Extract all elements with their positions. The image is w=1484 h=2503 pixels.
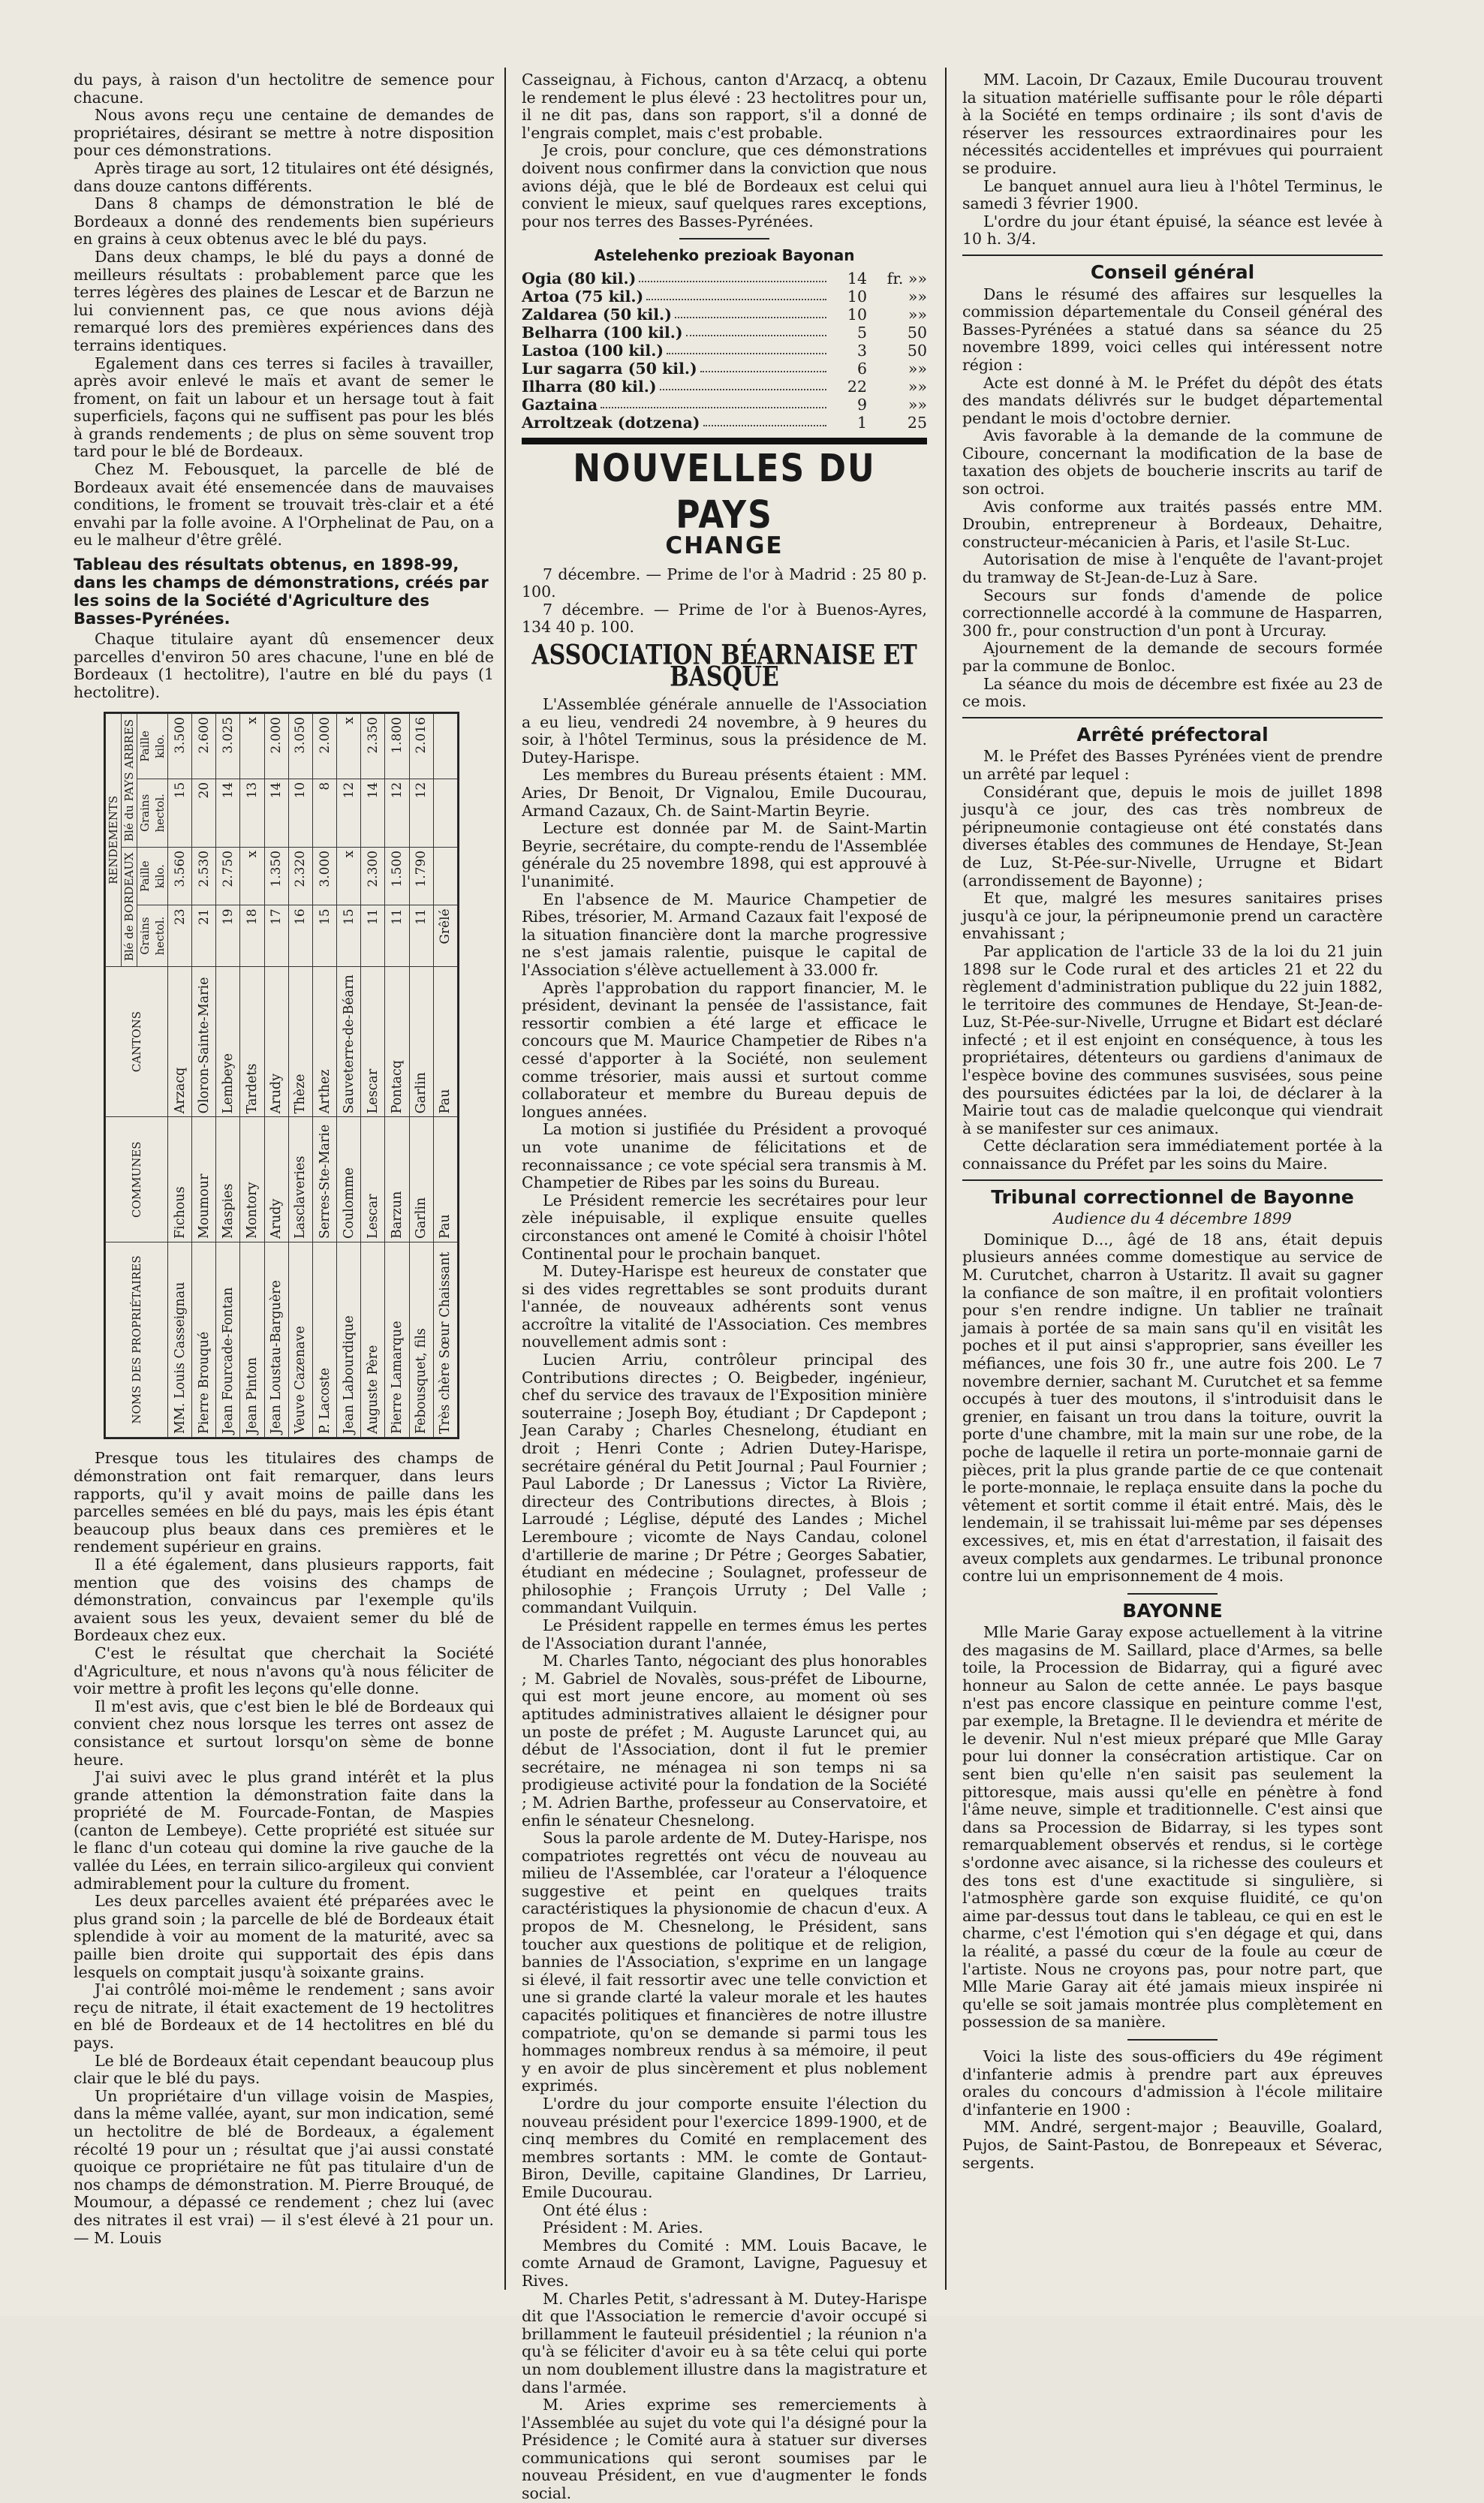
paragraph: M. Charles Petit, s'adressant à M. Dutey-Harispe dit que l'Association le remercie d'avoir occupé si brillamment le fauteuil présidentiel ; la réunion n'a qu'à se féliciter d'avoir eu à sa tête celui qui porte un nom doublement illustre dans la magistrature et dans l'armée. <box>522 2289 927 2396</box>
header-pays: Blé du PAYS ARBRES <box>122 714 137 848</box>
section-heading-nouvelles: NOUVELLES DU PAYS <box>573 446 876 538</box>
leader-dots <box>601 396 826 408</box>
paragraph: L'Assemblée générale annuelle de l'Association a eu lieu, vendredi 24 novembre, à 9 heures du soir, à l'hôtel Terminus, sous la présidence de M. Dutey-Harispe. <box>522 695 927 767</box>
bordeaux-paille: 1.350 <box>264 848 288 906</box>
pays-paille <box>433 714 457 779</box>
paragraph: Après tirage au sort, 12 titulaires ont été désignés, dans douze cantons différents. <box>74 158 494 195</box>
paragraph: En l'absence de M. Maurice Champetier de Ribes, trésorier, M. Armand Cazaux fait l'exposé de la situation financière dont la marche progressive ne s'est jamais ralentie, puisque le capital de l'Association s'élève actuellement à 33.000 fr. <box>522 890 927 979</box>
bordeaux-grains: 17 <box>264 905 288 966</box>
pays-paille: 3.025 <box>216 714 240 779</box>
paragraph: MM. André, sergent-major ; Beauville, Goalard, Pujos, de Saint-Pastou, de Bonrepeaux et Séverac, sergents. <box>962 2118 1383 2172</box>
section-heading-association: ASSOCIATION BÉARNAISE ET BASQUE <box>531 639 917 693</box>
column-rule-right <box>945 68 947 2290</box>
leader-dots <box>667 342 826 354</box>
paragraph: L'ordre du jour étant épuisé, la séance est levée à 10 h. 3/4. <box>962 212 1383 248</box>
paragraph: M. Aries exprime ses remerciements à l'Assemblée au sujet du vote qui l'a désigné pour la Présidence ; le Comité aura à statuer sur diverses communications qui seront soumises par le nouveau Président, en vue d'augmenter le fonds social. <box>522 2396 927 2503</box>
price-cents: »» <box>908 287 927 306</box>
table-title: Tableau des résultats obtenus, en 1898-99, dans les champs de démonstrations, créés par les soins de la Société d'Agriculture des Basses-Pyrénées. <box>74 556 489 628</box>
commune-name: Coulomme <box>337 1117 361 1242</box>
paragraph: Secours sur fonds d'amende de police correctionnelle accordé à la commune de Hasparren, 300 fr., pour construction d'un pont à Urcuray. <box>962 586 1383 640</box>
paragraph: Avis favorable à la demande de la commune de Ciboure, concernant la modification de la base de taxation des objets de boucherie inscrits au tarif de son octroi. <box>962 426 1383 498</box>
canton-name: Garlin <box>409 967 433 1118</box>
paragraph: Sous la parole ardente de M. Dutey-Harispe, nos compatriotes regrettés ont vécu de nouveau au milieu de l'Assemblée, car l'orateur a l'éloquence suggestive et peint en quelques traits caractéristiques la physionomie de chacun d'eux. A propos de M. Chesnelong, le Président, sans toucher aux questions de politique et de religion, bannies de l'Association, s'exprime en un langage si élevé, il fait ressortir avec une telle conviction et une si grande clarté la valeur morale et les hautes capacités politiques et financières de notre illustre compatriote, qu'on se demande si parmi tous les hommages nombreux rendus à sa mémoire, il peut y en avoir de plus sincèrement et plus noblement exprimés. <box>522 1829 927 2095</box>
pays-grains <box>433 779 457 848</box>
price-value: 22 <box>847 377 867 396</box>
commune-name: Serres-Ste-Marie <box>312 1117 336 1242</box>
commune-name: Arudy <box>264 1117 288 1242</box>
price-value: 3 <box>856 341 867 360</box>
column-3 <box>962 71 1383 2172</box>
price-row <box>522 360 927 378</box>
bordeaux-grains: 19 <box>216 905 240 966</box>
table-row <box>168 714 192 1438</box>
paragraph: Après l'approbation du rapport financier, M. le président, devinant la pensée de l'assistance, fait ressortir combien a été large et efficace le concours que M. Maurice Champetier de Ribes n'a cessé d'apporter à la Société, non seulement comme trésorier, mais aussi et surtout comme collaborateur et membre du Bureau depuis de longues années. <box>522 978 927 1121</box>
canton-name: Thèze <box>288 967 312 1118</box>
canton-name: Pau <box>433 967 457 1118</box>
price-row <box>522 396 927 414</box>
divider <box>962 1179 1383 1181</box>
bordeaux-grains: 18 <box>240 905 264 966</box>
table-row <box>264 714 288 1438</box>
owner-name: Veuve Cazenave <box>288 1242 312 1438</box>
table-row <box>361 714 385 1438</box>
paragraph: Considérant que, depuis le mois de juillet 1898 jusqu'à ce jour, des cas très nombreux de péripneumonie contagieuse ont été constatés dans diverses étables des communes de Hendaye, St-Jean de Luz, St-Pée-sur-Nivelle, Urrugne et Bidart (arrondissement de Bayonne) ; <box>962 782 1383 890</box>
bordeaux-paille: 2.530 <box>192 848 216 906</box>
bordeaux-paille: 3.000 <box>312 848 336 906</box>
leader-dots <box>703 414 827 426</box>
pays-grains: 14 <box>361 779 385 848</box>
commune-name: Fichous <box>168 1117 192 1242</box>
header-grains: Grains hectol. <box>137 905 168 966</box>
price-item-name: Artoa (75 kil.) <box>522 287 644 306</box>
owner-name: Pierre Lamarque <box>385 1242 409 1438</box>
section-heading-tribunal: Tribunal correctionnel de Bayonne <box>991 1185 1354 1208</box>
price-list-title: Astelehenko prezioak Bayonan <box>594 246 855 265</box>
price-item-name: Lastoa (100 kil.) <box>522 341 664 360</box>
price-value: 14 <box>847 269 867 288</box>
owner-name: Jean Pinton <box>240 1242 264 1438</box>
paragraph: M. Charles Tanto, négociant des plus honorables ; M. Gabriel de Novalès, sous-préfet de Libourne, qui est mort jeune encore, au moment où ses aptitudes administratives allaient le désigner pour un poste de préfet ; M. Auguste Laruncet qui, au début de l'Association, dont il fut le premier secrétaire, ne ménagea ni son temps ni sa prodigieuse activité pour la fondation de la Société ; M. Adrien Barthe, professeur au Conservatoire, et enfin le sénateur Chesnelong. <box>522 1652 927 1830</box>
divider <box>962 717 1383 718</box>
table-row <box>216 714 240 1438</box>
price-item-name: Gaztaina <box>522 395 598 414</box>
price-item-name: Lur sagarra (50 kil.) <box>522 359 697 378</box>
pays-paille: 2.000 <box>264 714 288 779</box>
price-value: 9 <box>856 395 867 414</box>
pays-grains: 14 <box>216 779 240 848</box>
owner-name: Jean Labourdique <box>337 1242 361 1438</box>
price-item-name: Ogia (80 kil.) <box>522 269 637 288</box>
divider <box>962 255 1383 256</box>
paragraph: Autorisation de mise à l'enquête de l'avant-projet du tramway de St-Jean-de-Luz à Sare. <box>962 550 1383 587</box>
canton-name: Sauveterre-de-Béarn <box>337 967 361 1118</box>
paragraph: J'ai suivi avec le plus grand intérêt et la plus grande attention la démonstration faite dans la propriété de M. Fourcade-Fontan, de Maspies (canton de Lembeye). Cette propriété est située sur le flanc d'un coteau qui domine la rive gauche de la vallée du Lées, en terrain silico-argileux qui convient admirablement pour la culture du froment. <box>74 1768 494 1893</box>
table-row <box>240 714 264 1438</box>
section-heading-change: CHANGE <box>665 532 784 559</box>
paragraph: La motion si justifiée du Président a provoqué un vote unanime de félicitations et de reconnaissance ; ce vote spécial sera transmis à M. Champetier de Ribes par les soins du Bureau. <box>522 1120 927 1192</box>
paragraph: Ajournement de la demande de secours formée par la commune de Bonloc. <box>962 639 1383 675</box>
paragraph: Voici la liste des sous-officiers du 49e régiment d'infanterie admis à prendre part aux épreuves orales du concours d'admission à l'école militaire d'infanterie en 1900 : <box>962 2047 1383 2119</box>
pays-grains: 20 <box>192 779 216 848</box>
price-cents: fr. »» <box>886 269 927 288</box>
owner-name: Très chère Sœur Chaissant <box>433 1242 457 1438</box>
section-heading-conseil: Conseil général <box>1090 261 1255 283</box>
paragraph: M. Dutey-Harispe est heureux de constater que si des vides regrettables se sont produits durant l'année, de nouveaux adhérents sont venus accroître la vitalité de l'Association. Ces membres nouvellement admis sont : <box>522 1262 927 1351</box>
paragraph: Lucien Arriu, contrôleur principal des Contributions directes ; O. Beigbeder, ingénieur, chef du service des travaux de l'Exposition minière souterraine ; Joseph Boy, étudiant ; Dr Capdepont ; Jean Caraby ; Charles Chesnelong, étudiant en droit ; Henri Conte ; Adrien Dutey-Harispe, secrétaire général du Petit Journal ; Paul Fournier ; Paul Laborde ; Dr Lanessus ; Victor La Rivière, directeur des Contributions directes, à Blois ; Larroudé ; Léglise, député des Landes ; Michel Leremboure ; vicomte de Nays Candau, colonel d'artillerie de marine ; Dr Pétre ; Georges Sabatier, étudiant en médecine ; Soulagnet, professeur de philosophie ; François Urruty ; Del Valle ; commandant Vuilquin. <box>522 1351 927 1617</box>
paragraph: Nous avons reçu une centaine de demandes de propriétaires, désirant se mettre à notre disposition pour ces démonstrations. <box>74 106 494 160</box>
column-2 <box>522 71 927 2503</box>
price-item-name: Zaldarea (50 kil.) <box>522 305 672 324</box>
paragraph: Acte est donné à M. le Préfet du dépôt des états des mandats délivrés sur le budget départemental pendant le mois d'octobre dernier. <box>962 373 1383 427</box>
price-cents: »» <box>908 359 927 378</box>
pays-paille: 1.800 <box>385 714 409 779</box>
leader-dots <box>660 378 826 390</box>
owner-name: Pierre Brouqué <box>192 1242 216 1438</box>
table-row <box>409 714 433 1438</box>
commune-name: Lescar <box>361 1117 385 1242</box>
bordeaux-grains: 11 <box>409 905 433 966</box>
paragraph: Chez M. Febousquet, la parcelle de blé de Bordeaux avait été ensemencée dans de mauvaises conditions, le froment se trouvait très-clair et a été envahi par la folle avoine. A l'Orphelinat de Pau, on a eu le malheur d'être grêlé. <box>74 460 494 550</box>
header-rendements: RENDEMENTS <box>106 714 122 967</box>
paragraph: 7 décembre. — Prime de l'or à Madrid : 25 80 p. 100. <box>522 565 927 601</box>
paragraph: Il m'est avis, que c'est bien le blé de Bordeaux qui convient chez nous lorsque les terres ont assez de consistance et surtout lorsqu'on sème de bonne heure. <box>74 1697 494 1769</box>
bordeaux-grains: 23 <box>168 905 192 966</box>
paragraph: L'ordre du jour comporte ensuite l'élection du nouveau président pour l'exercice 1899-1900, et de cinq membres du Comité en remplacement des membres sortants : MM. le comte de Gontaut-Biron, Deville, capitaine Glandines, Dr Larrieu, Emile Ducourau. <box>522 2095 927 2201</box>
pays-paille: 3.050 <box>288 714 312 779</box>
header-noms: NOMS DES PROPRIÉTAIRES <box>106 1242 168 1438</box>
column-1 <box>74 71 494 2247</box>
pays-paille: 2.000 <box>312 714 336 779</box>
header-paille: Paille kilo. <box>137 714 168 779</box>
header-bordeaux: Blé de BORDEAUX <box>122 848 137 967</box>
owner-name: Jean Loustau-Barguère <box>264 1242 288 1438</box>
paragraph: Et que, malgré les mesures sanitaires prises jusqu'à ce jour, la péripneumonie prend un caractère envahissant ; <box>962 889 1383 943</box>
pays-paille: 2.016 <box>409 714 433 779</box>
bordeaux-paille <box>433 848 457 906</box>
owner-name: Febousquet, fils <box>409 1242 433 1438</box>
results-table-body <box>168 714 458 1438</box>
section-heading-arrete: Arrêté préfectoral <box>1076 723 1269 745</box>
price-value: 5 <box>856 323 867 342</box>
price-row <box>522 342 927 360</box>
paragraph: Le Président remercie les secrétaires pour leur zèle inépuisable, il explique ensuite quelles circonstances ont amené le Comité à choisir l'hôtel Continental pour le prochain banquet. <box>522 1191 927 1263</box>
canton-name: Tardets <box>240 967 264 1118</box>
price-value: 6 <box>856 359 867 378</box>
pays-grains: 13 <box>240 779 264 848</box>
bordeaux-paille: x <box>240 848 264 906</box>
price-row <box>522 288 927 306</box>
paragraph: Le blé de Bordeaux était cependant beaucoup plus clair que le blé du pays. <box>74 2051 494 2088</box>
table-row <box>288 714 312 1438</box>
paragraph: MM. Lacoin, Dr Cazaux, Emile Ducourau trouvent la situation matérielle suffisante pour le rôle départi à la Société en temps ordinaire ; ils sont d'avis de réserver les ressources extraordinaires pour les nécessités accidentelles et imprévues qui pourraient se produire. <box>962 71 1383 177</box>
price-row <box>522 270 927 288</box>
pays-grains: 12 <box>337 779 361 848</box>
header-grains: Grains hectol. <box>137 779 168 848</box>
canton-name: Lescar <box>361 967 385 1118</box>
column-rule-left <box>504 68 506 2290</box>
paragraph: J'ai contrôlé moi-même le rendement ; sans avoir reçu de nitrate, il était exactement de 19 hectolitres en blé de Bordeaux et de 14 hectolitres en blé du pays. <box>74 1980 494 2052</box>
paragraph: Egalement dans ces terres si faciles à travailler, après avoir enlevé le maïs et avant de semer le froment, on fait un labour et un hersage tout à fait superficiels, façons qui ne suffisent pas pour les blés à grands rendements ; de plus on sème souvent trop tard pour le blé de Bordeaux. <box>74 354 494 461</box>
commune-name: Maspies <box>216 1117 240 1242</box>
header-paille: Paille kilo. <box>137 848 168 906</box>
commune-name: Lasclaveries <box>288 1117 312 1242</box>
paragraph: Membres du Comité : MM. Louis Bacave, le comte Arnaud de Gramont, Lavigne, Paguesuy et Rives. <box>522 2236 927 2290</box>
commune-name: Barzun <box>385 1117 409 1242</box>
price-item-name: Belharra (100 kil.) <box>522 323 683 342</box>
canton-name: Arudy <box>264 967 288 1118</box>
bordeaux-paille: 2.320 <box>288 848 312 906</box>
paragraph: Le banquet annuel aura lieu à l'hôtel Terminus, le samedi 3 février 1900. <box>962 176 1383 213</box>
bordeaux-paille: 1.500 <box>385 848 409 906</box>
paragraph: Un propriétaire d'un village voisin de Maspies, dans la même vallée, ayant, sur mon indication, semé un hectolitre de blé de Bordeaux, a également récolté 19 pour un ; résultat que j'ai aussi constaté quoique ce propriétaire ne fût pas titulaire d'un de nos champs de démonstration. M. Pierre Brouqué, de Moumour, a dépassé ce rendement ; chez lui (avec des nitrates il est vrai) — il s'est élevé à 21 pour un. — M. Louis <box>74 2086 494 2247</box>
pays-grains: 14 <box>264 779 288 848</box>
price-cents: 50 <box>907 323 927 342</box>
paragraph: Ont été élus : <box>543 2200 648 2219</box>
owner-name: MM. Louis Casseignau <box>168 1242 192 1438</box>
price-row <box>522 378 927 396</box>
commune-name: Montory <box>240 1117 264 1242</box>
bordeaux-paille: 2.300 <box>361 848 385 906</box>
owner-name: Jean Fourcade-Fontan <box>216 1242 240 1438</box>
paragraph: Par application de l'article 33 de la loi du 21 juin 1898 sur le Code rural et des articles 21 et 22 du règlement d'administration publique du 22 juin 1882, le territoire des communes de Hendaye, St-Jean-de-Luz, St-Pée-sur-Nivelle, Urrugne et Bidart est déclaré infecté ; et il est enjoint en conséquence, à tous les propriétaires, détenteurs ou gardiens d'animaux de l'espèce bovine des communes susvisées, sous peine des poursuites édictées par la loi, de déclarer à la Mairie tout cas de maladie quelconque qui viendrait à se manifester sur ces animaux. <box>962 941 1383 1137</box>
pays-grains: 12 <box>385 779 409 848</box>
paragraph: Président : M. Aries. <box>543 2218 703 2237</box>
canton-name: Arzacq <box>168 967 192 1118</box>
divider <box>679 238 769 239</box>
results-table-grid <box>105 713 458 1438</box>
price-rows <box>522 270 927 432</box>
paragraph: Les membres du Bureau présents étaient : MM. Aries, Dr Benoit, Dr Vignalou, Emile Ducourau, Armand Cazaux, Ch. de Saint-Martin Beyrie. <box>522 766 927 820</box>
price-cents: »» <box>908 395 927 414</box>
price-cents: »» <box>908 305 927 324</box>
bordeaux-grains: 21 <box>192 905 216 966</box>
section-heading-bayonne: BAYONNE <box>1122 1599 1223 1622</box>
pays-grains: 12 <box>409 779 433 848</box>
paragraph: Casseignau, à Fichous, canton d'Arzacq, a obtenu le rendement le plus élevé : 23 hectolitres pour un, il ne dit pas, dans son rapport, s'il a donné de l'engrais complet, mais c'est probable. <box>522 71 927 142</box>
leader-dots <box>675 306 826 318</box>
pays-grains: 8 <box>312 779 336 848</box>
bordeaux-grains: Grêlé <box>433 905 457 966</box>
price-item-name: Arroltzeak (dotzena) <box>522 413 700 432</box>
paragraph: Dans deux champs, le blé du pays a donné de meilleurs résultats : probablement parce que les terres légères des plaines de Lescar et de Barzun ne lui conviennent pas, ce que nous avions déjà remarqué lors des premières expériences dans des terrains identiques. <box>74 247 494 354</box>
paragraph: Avis conforme aux traités passés entre MM. Droubin, entrepreneur à Bordeaux, Dehaitre, constructeur-mécanicien à Paris, et l'asile St-Luc. <box>962 497 1383 551</box>
bordeaux-paille: x <box>337 848 361 906</box>
canton-name: Lembeye <box>216 967 240 1118</box>
paragraph: Je crois, pour conclure, que ces démonstrations doivent nous confirmer dans la conviction que nous avions déjà, que le blé de Bordeaux est celui qui convient le mieux, sauf quelques rares exceptions, pour nos terres des Basses-Pyrénées. <box>522 141 927 230</box>
bordeaux-paille: 2.750 <box>216 848 240 906</box>
bordeaux-paille: 3.560 <box>168 848 192 906</box>
results-table-rotated <box>105 713 458 1438</box>
pays-grains: 10 <box>288 779 312 848</box>
paragraph: Chaque titulaire ayant dû ensemencer deux parcelles d'environ 50 ares chacune, l'une en blé de Bordeaux (1 hectolitre), l'autre en blé du pays (1 hectolitre). <box>74 630 494 701</box>
paragraph: Presque tous les titulaires des champs de démonstration ont fait remarquer, dans leurs rapports, qu'il y avait moins de paille dans les parcelles semées en blé du pays, mais les épis étant beaucoup plus beaux dans ces premières et le rendement supérieur en grains. <box>74 1449 494 1556</box>
paragraph: 7 décembre. — Prime de l'or à Buenos-Ayres, 134 40 p. 100. <box>522 600 927 637</box>
paragraph: du pays, à raison d'un hectolitre de semence pour chacune. <box>74 71 494 107</box>
paragraph: Mlle Marie Garay expose actuellement à la vitrine des magasins de M. Saillard, place d'Armes, sa belle toile, la Procession de Bidarray, qui a figuré avec honneur au Salon de cette année. Le pays basque n'est pas encore classique en peinture comme l'est, par exemple, la Bretagne. Il le deviendra et mérite de le devenir. Nul n'est mieux préparé que Mlle Garay pour lui donner la consécration artistique. Car on sent bien qu'elle n'en saisit pas seulement la pittoresque, mais aussi qu'elle en pénètre à fond l'âme neuve, simple et traditionnelle. C'est ainsi que dans sa Procession de Bidarray, si les types sont remarquablement observés et rendus, si le cortège s'ordonne avec aisance, si la richesse des couleurs et des tons est d'une exactitude si singulière, si l'atmosphère garde son exquise fluidité, ce qu'on aime par-dessus tout dans le tableau, ce qui en est le charme, c'est l'émotion qui s'en dégage et qui, dans la réalité, a passé du cœur de la foule au cœur de l'artiste. Nous ne croyons pas, pour notre part, que Mlle Marie Garay ait été jamais mieux inspirée ni qu'elle se soit jamais montrée plus complètement en possession de sa manière. <box>962 1623 1383 2032</box>
price-row <box>522 306 927 324</box>
table-row <box>385 714 409 1438</box>
paragraph: Les deux parcelles avaient été préparées avec le plus grand soin ; la parcelle de blé de Bordeaux était splendide à voir au moment de la maturité, avec sa paille bien droite qui supportait des épis dans lesquels on comptait jusqu'à soixante grains. <box>74 1892 494 1981</box>
bordeaux-grains: 15 <box>337 905 361 966</box>
table-row <box>312 714 336 1438</box>
price-item-name: Ilharra (80 kil.) <box>522 377 657 396</box>
price-row <box>522 414 927 432</box>
canton-name: Arthez <box>312 967 336 1118</box>
leader-dots <box>686 324 826 336</box>
pays-paille: x <box>337 714 361 779</box>
table-row <box>337 714 361 1438</box>
paragraph: Il a été également, dans plusieurs rapports, fait mention que des voisins des champs de démonstration, convaincus par l'exemple qu'ils avaient sous les yeux, devaient semer du blé de Bordeaux chez eux. <box>74 1555 494 1645</box>
commune-name: Garlin <box>409 1117 433 1242</box>
price-value: 1 <box>856 413 867 432</box>
price-list <box>522 247 927 432</box>
price-cents: 25 <box>907 413 927 432</box>
section-subheading: Audience du 4 décembre 1899 <box>1053 1209 1292 1228</box>
pays-paille: 2.600 <box>192 714 216 779</box>
pays-paille: x <box>240 714 264 779</box>
paragraph: Cette déclaration sera immédiatement portée à la connaissance du Préfet par les soins du Maire. <box>962 1137 1383 1173</box>
results-table <box>104 712 459 1439</box>
price-value: 10 <box>847 287 867 306</box>
commune-name: Moumour <box>192 1117 216 1242</box>
pays-grains: 15 <box>168 779 192 848</box>
table-row <box>433 714 457 1438</box>
paragraph: Lecture est donnée par M. de Saint-Martin Beyrie, secrétaire, du compte-rendu de l'Assemblée générale du 25 novembre 1898, qui est approuvé à l'unanimité. <box>522 819 927 891</box>
leader-dots <box>639 270 826 282</box>
leader-dots <box>700 360 826 372</box>
price-cents: »» <box>908 377 927 396</box>
price-cents: 50 <box>907 341 927 360</box>
bordeaux-grains: 16 <box>288 905 312 966</box>
canton-name: Oloron-Sainte-Marie <box>192 967 216 1118</box>
price-row <box>522 324 927 342</box>
header-communes: COMMUNES <box>106 1117 168 1242</box>
price-value: 10 <box>847 305 867 324</box>
paragraph: Dans le résumé des affaires sur lesquelles la commission départementale du Conseil général des Basses-Pyrénées a statué dans sa séance du 25 novembre 1899, voici celles qui intéressent notre région : <box>962 285 1383 374</box>
paragraph: Dans 8 champs de démonstration le blé de Bordeaux a donné des rendements bien supérieurs en grains à ceux obtenus avec le blé du pays. <box>74 194 494 248</box>
bordeaux-grains: 11 <box>361 905 385 966</box>
paragraph: M. le Préfet des Basses Pyrénées vient de prendre un arrêté par lequel : <box>962 747 1383 783</box>
table-row <box>192 714 216 1438</box>
bordeaux-grains: 11 <box>385 905 409 966</box>
heavy-divider <box>522 438 927 444</box>
pays-paille: 3.500 <box>168 714 192 779</box>
owner-name: P. Lacoste <box>312 1242 336 1438</box>
divider <box>1127 2039 1218 2041</box>
commune-name: Pau <box>433 1117 457 1242</box>
leader-dots <box>646 288 826 300</box>
owner-name: Auguste Père <box>361 1242 385 1438</box>
paragraph: Le Président rappelle en termes émus les pertes de l'Association durant l'année, <box>522 1616 927 1652</box>
header-cantons: CANTONS <box>106 967 168 1118</box>
canton-name: Pontacq <box>385 967 409 1118</box>
pays-paille: 2.350 <box>361 714 385 779</box>
divider <box>1127 1593 1218 1595</box>
paragraph: C'est le résultat que cherchait la Société d'Agriculture, et nous n'avons qu'à nous féliciter de voir mettre à profit les leçons qu'elle donne. <box>74 1643 494 1698</box>
bordeaux-paille: 1.790 <box>409 848 433 906</box>
paragraph: Dominique D..., âgé de 18 ans, était depuis plusieurs années comme domestique au service de M. Curutchet, charron à Ustaritz. Il avait su gagner la confiance de son maître, il en profitait volontiers pour s'en rendre indigne. Un tablier ne traînait jamais à portée de sa main sans qu'il en visitât les poches et il put ainsi s'approprier, sans éveiller les méfiances, une fois 30 fr., une autre fois 200. Le 7 novembre dernier, sachant M. Curutchet et sa femme occupés à tuer des moutons, il s'introduisit dans le grenier, en faisant un trou dans la toiture, ouvrit la porte d'une chambre, mit la main sur une robe, de la poche de laquelle il retira un porte-monnaie garni de pièces, prit la plus grande partie de ce que contenait le porte-monnaie, le replaça ensuite dans la poche du vêtement et sortit comme il était entré. Mais, dès le lendemain, il se trahissait lui-même par ses dépenses excessives, et, mis en état d'arrestation, il faisait des aveux complets aux gendarmes. Le tribunal prononce contre lui un emprisonnement de 4 mois. <box>962 1230 1383 1586</box>
bordeaux-grains: 15 <box>312 905 336 966</box>
paragraph: La séance du mois de décembre est fixée au 23 de ce mois. <box>962 674 1383 711</box>
